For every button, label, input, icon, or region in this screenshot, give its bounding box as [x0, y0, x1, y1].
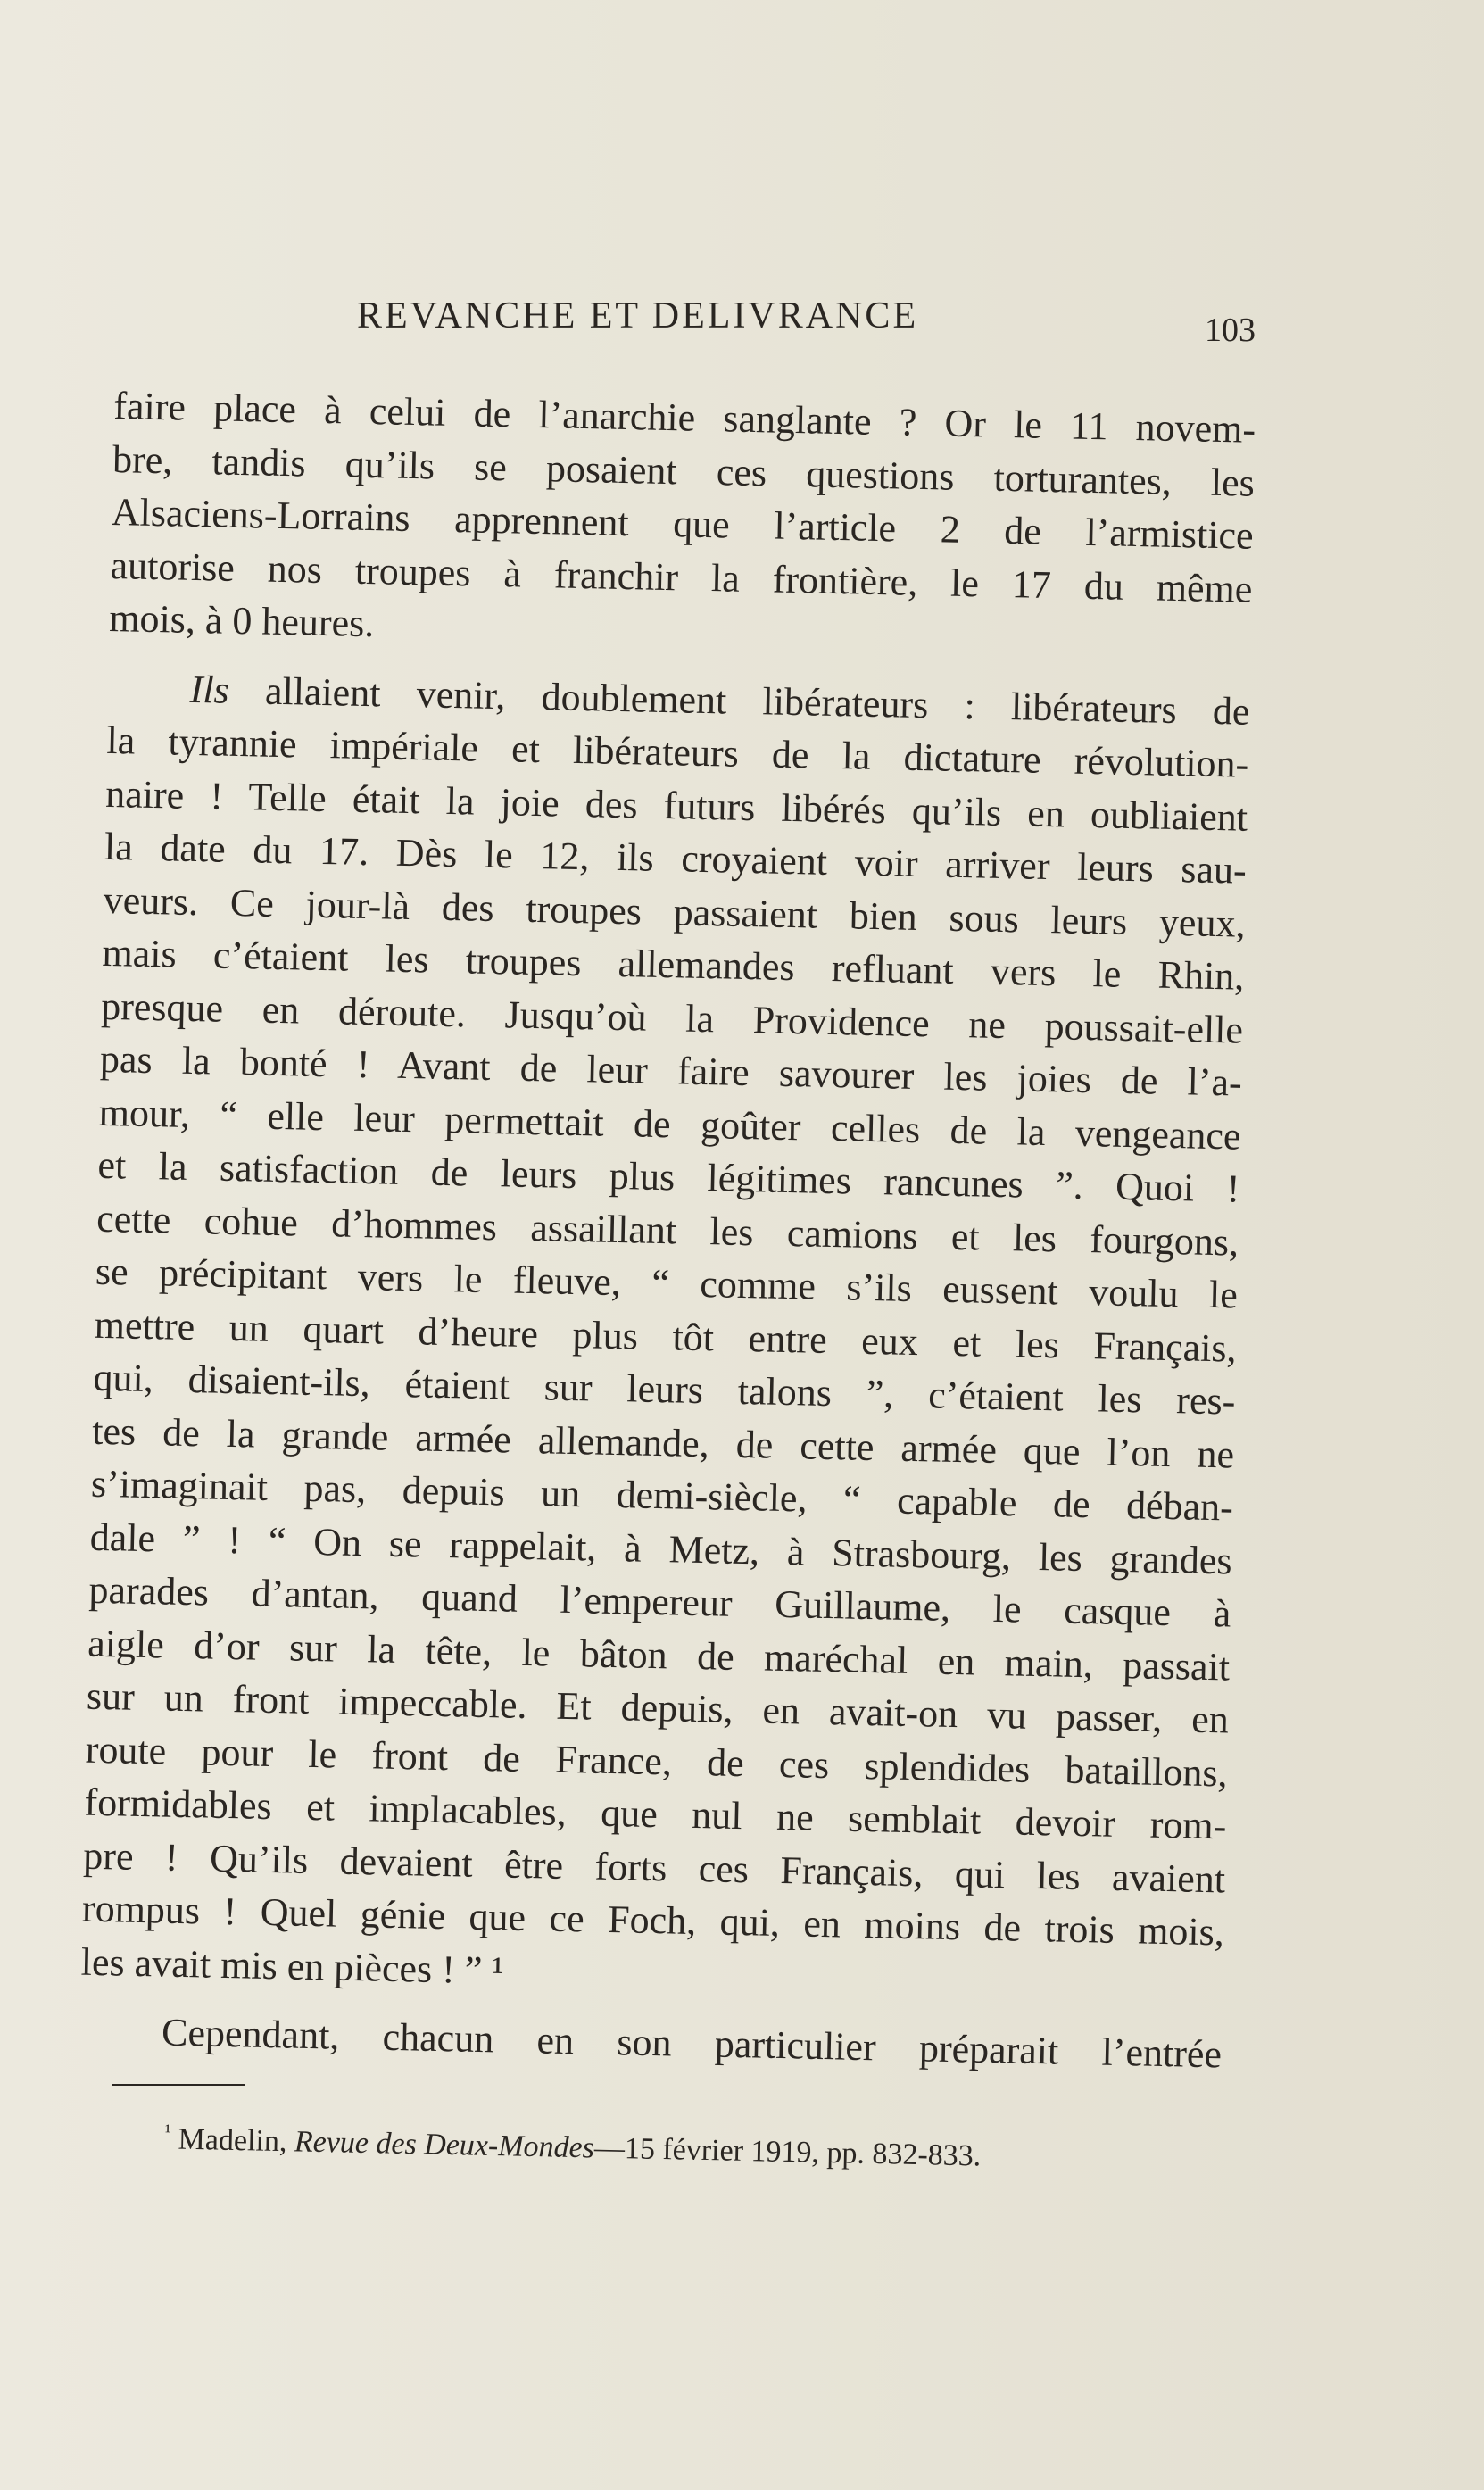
text-line-rest: allaient venir, doublement libérateurs : libérateurs de [228, 668, 1251, 734]
text-line: qui, disaient-ils, étaient sur leurs talons ”, c’étaient les res- [93, 1355, 1236, 1423]
text-line: formidables et implacables, que nul ne semblait devoir rom- [84, 1780, 1227, 1848]
text-line: bre, tandis qu’ils se posaient ces questions torturantes, les [112, 436, 1256, 505]
text-line: Alsaciens-Lorrains apprennent que l’article 2 de l’armistice [111, 489, 1255, 558]
text-line: naire ! Telle était la joie des futurs libérés qu’ils en oubliaient [104, 771, 1248, 840]
footnote-author: Madelin, [178, 2122, 295, 2159]
footnote [164, 2120, 1191, 2178]
text-line: pre ! Qu’ils devaient être forts ces Français, qui les avaient [82, 1833, 1226, 1901]
text-line: aigle d’or sur la tête, le bâton de maréchal en main, passait [87, 1621, 1231, 1689]
text-line: Cependant, chacun en son particulier préparait l’entrée [161, 2010, 1223, 2077]
text-line: les avait mis en pièces ! ” ¹ [80, 1939, 505, 1993]
text-line: route pour le front de France, de ces splendides bataillons, [85, 1727, 1229, 1795]
text-line: veurs. Ce jour-là des troupes passaient bien sous leurs yeux, [103, 877, 1247, 946]
text-line: faire place à celui de l’anarchie sanglante ? Or le 11 novem- [112, 383, 1256, 452]
text-line: mais c’étaient les troupes allemandes refluant vers le Rhin, [102, 930, 1245, 999]
text-line: la tyrannie impériale et libérateurs de la dictature révolution- [106, 718, 1249, 786]
text-line: presque en déroute. Jusqu’où la Providence ne poussait-elle [100, 984, 1244, 1052]
running-title: REVANCHE ET DELIVRANCE [357, 295, 919, 336]
footnote-rule [112, 2084, 245, 2086]
text-line: tes de la grande armée allemande, de cette armée que l’on ne [91, 1408, 1235, 1477]
text-line: sur un front impeccable. Et depuis, en avait-on vu passer, en [86, 1673, 1230, 1742]
footnote-marker: ¹ [164, 2120, 171, 2143]
text-line: s’imaginait pas, depuis un demi-siècle, “ capable de déban- [90, 1461, 1234, 1530]
text-line: parades d’antan, quand l’empereur Guillaume, le casque à [88, 1567, 1231, 1636]
italic-word: Ils [189, 667, 230, 712]
text-line: se précipitant vers le fleuve, “ comme s’ils eussent voulu le [95, 1249, 1239, 1317]
text-line: dale ” ! “ On se rappelait, à Metz, à Strasbourg, les grandes [89, 1515, 1233, 1583]
text-line: cette cohue d’hommes assaillant les camions et les fourgons, [95, 1196, 1239, 1265]
page-number: 103 [1205, 311, 1256, 349]
text-line: autorise nos troupes à franchir la frontière, le 17 du même [110, 543, 1253, 611]
footnote-citation: —15 février 1919, pp. 832-833. [593, 2131, 982, 2173]
text-line: mour, “ elle leur permettait de goûter celles de la vengeance [98, 1090, 1242, 1158]
body-text [79, 379, 1256, 2081]
text-line: mettre un quart d’heure plus tôt entre eux et les Français, [94, 1302, 1238, 1371]
footnote-journal: Revue des Deux-Mondes [294, 2125, 595, 2165]
text-line: la date du 17. Dès le 12, ils croyaient voir arriver leurs sau- [104, 824, 1248, 892]
paragraph-2 [80, 660, 1250, 2012]
text-line: et la satisfaction de leurs plus légitimes rancunes ”. Quoi ! [97, 1142, 1240, 1211]
text-line: pas la bonté ! Avant de leur faire savourer les joies de l’a- [99, 1036, 1243, 1105]
paragraph-1 [109, 379, 1256, 668]
text-line: mois, à 0 heures. [108, 595, 375, 646]
text-line: rompus ! Quel génie que ce Foch, qui, en moins de trois mois, [81, 1886, 1225, 1955]
